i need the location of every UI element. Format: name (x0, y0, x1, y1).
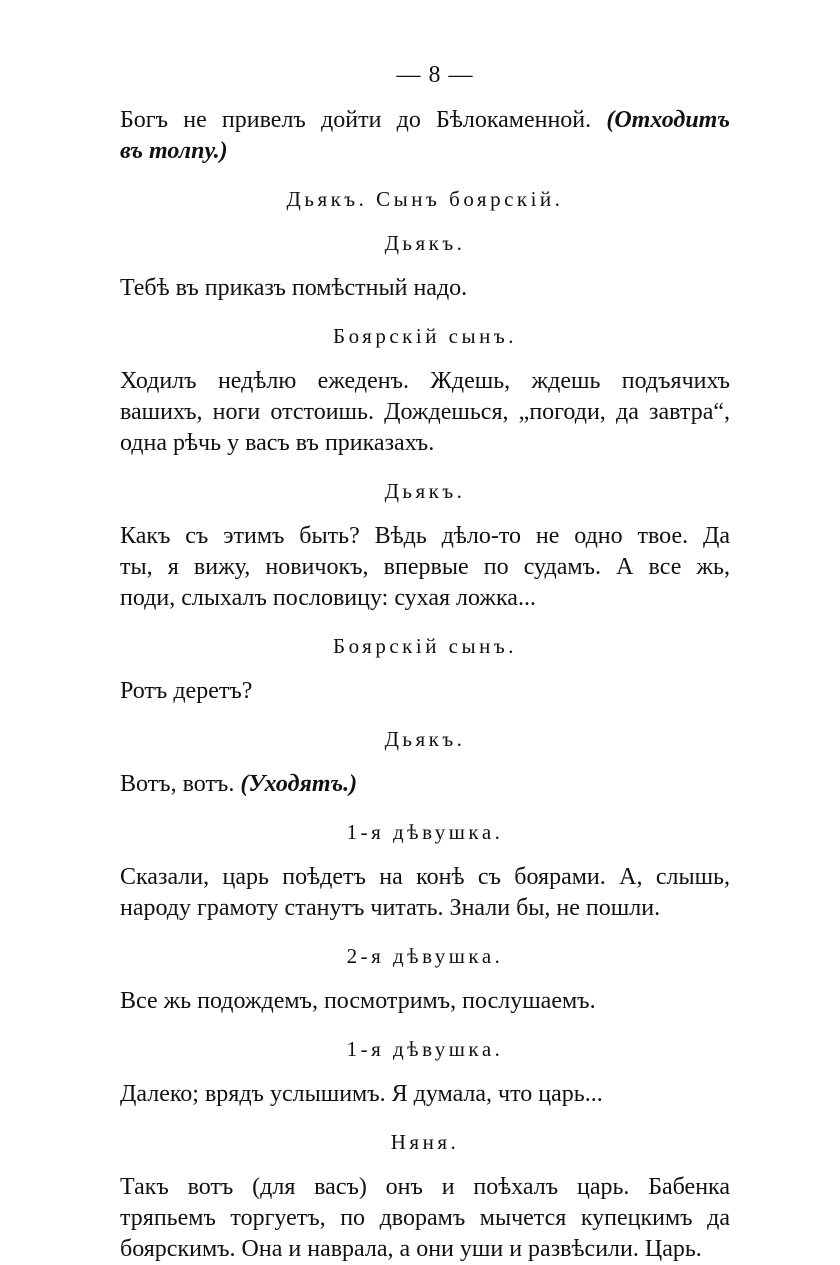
text-line (120, 397, 730, 428)
text-line (120, 552, 730, 583)
dialogue-paragraph (120, 1079, 730, 1110)
line-text: Ротъ деретъ? (120, 678, 253, 704)
speaker-heading: 2-я дѣвушка. (346, 944, 504, 968)
dialogue-paragraph (120, 105, 730, 167)
speaker-heading: 1-я дѣвушка. (346, 820, 504, 844)
dialogue-paragraph (120, 521, 730, 614)
text-line (120, 893, 730, 924)
dialogue-paragraph (120, 986, 730, 1017)
speaker-heading: Дьякъ. (384, 231, 466, 255)
stage-direction: въ толпу.) (120, 138, 228, 164)
dialogue-paragraph (120, 676, 730, 707)
line-text: одна рѣчь у васъ въ приказахъ. (120, 430, 435, 456)
text-line (120, 136, 730, 167)
dialogue-paragraph (120, 769, 730, 800)
text-line (120, 366, 730, 397)
line-text: народу грамоту станутъ читать. Знали бы, не пошли. (120, 895, 661, 921)
line-text: тряпьемъ торгуетъ, по дворамъ мычется купецкимъ да (120, 1205, 730, 1231)
page-body (120, 105, 730, 1265)
line-text: Вотъ, вотъ. (120, 771, 241, 797)
dialogue-paragraph (120, 273, 730, 304)
dialogue-paragraph (120, 862, 730, 924)
text-line (120, 273, 730, 304)
line-text: Тебѣ въ приказъ помѣстный надо. (120, 275, 468, 301)
speaker-heading: Няня. (390, 1130, 460, 1154)
text-line (120, 521, 730, 552)
text-line (120, 105, 730, 136)
speaker-heading: Дьякъ. (384, 727, 466, 751)
text-line (120, 769, 730, 800)
text-line (120, 676, 730, 707)
dialogue-paragraph (120, 366, 730, 459)
line-text: Богъ не привелъ дойти до Бѣлокаменной. (120, 107, 607, 133)
line-text: Ходилъ недѣлю ежеденъ. Ждешь, ждешь подъячихъ (120, 368, 730, 394)
text-line (120, 862, 730, 893)
stage-direction: (Отходитъ (606, 107, 730, 133)
line-text: Сказали, царь поѣдетъ на конѣ съ боярами. А, слышь, (120, 864, 730, 890)
line-text: боярскимъ. Она и наврала, а они уши и развѣсили. Царь. (120, 1236, 702, 1262)
text-line (120, 1172, 730, 1203)
text-line (120, 1234, 730, 1265)
speaker-heading: Боярскій сынъ. (333, 634, 517, 658)
text-line (120, 428, 730, 459)
line-text: Какъ съ этимъ быть? Вѣдь дѣло-то не одно твое. Да (120, 523, 730, 549)
line-text: вашихъ, ноги отстоишь. Дождешься, „погоди, да завтра“, (120, 399, 730, 425)
line-text: поди, слыхалъ пословицу: сухая ложка... (120, 585, 536, 611)
text-line (120, 1203, 730, 1234)
line-text: Все жь подождемъ, посмотримъ, послушаемъ. (120, 988, 596, 1014)
text-line (120, 986, 730, 1017)
speaker-heading: Дьякъ. Сынъ боярскій. (286, 187, 564, 211)
page-number: — 8 — (396, 62, 474, 88)
speaker-heading: 1-я дѣвушка. (346, 1037, 504, 1061)
line-text: Далеко; врядъ услышимъ. Я думала, что царь... (120, 1081, 603, 1107)
stage-direction: (Уходятъ.) (240, 771, 358, 797)
speaker-heading: Дьякъ. (384, 479, 466, 503)
speaker-heading: Боярскій сынъ. (333, 324, 517, 348)
line-text: Такъ вотъ (для васъ) онъ и поѣхалъ царь. Бабенка (120, 1174, 730, 1200)
dialogue-paragraph (120, 1172, 730, 1265)
line-text: ты, я вижу, новичокъ, впервые по судамъ. А все жь, (120, 554, 730, 580)
text-line (120, 1079, 730, 1110)
text-line (120, 583, 730, 614)
